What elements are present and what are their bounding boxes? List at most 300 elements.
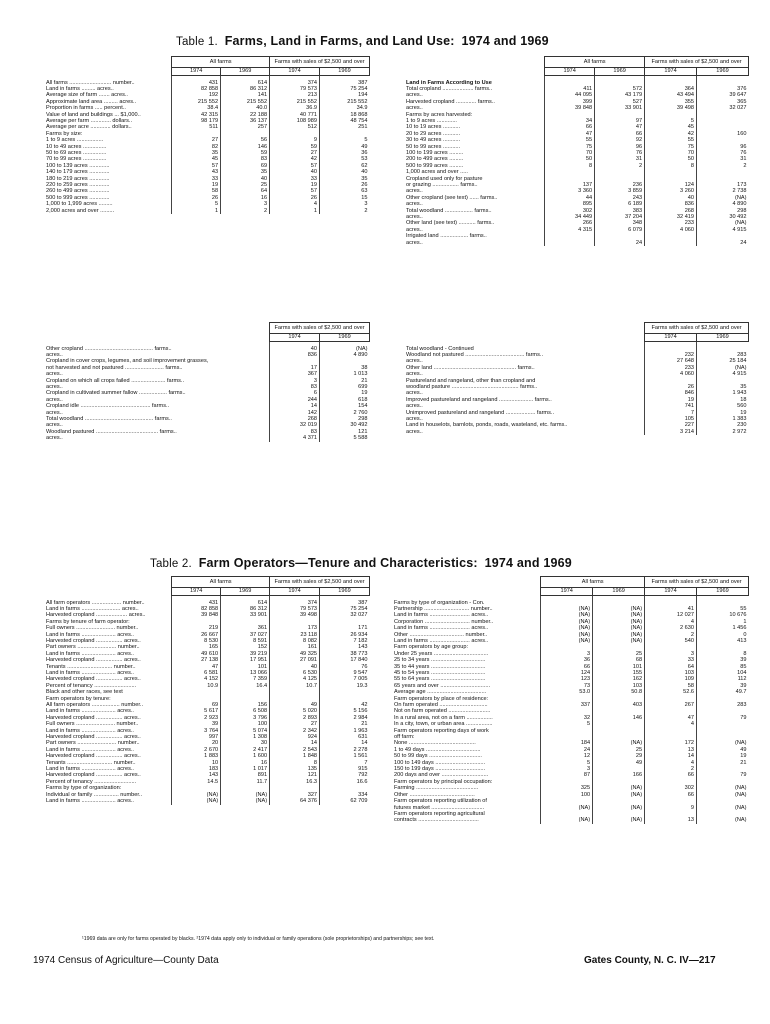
cell-value: 64 — [645, 664, 697, 670]
row-label: acres.. — [406, 371, 423, 378]
row-label: 1 to 49 days ................................... — [394, 746, 481, 753]
cell-value: 302 — [545, 208, 595, 214]
cell-value: 31 — [697, 156, 749, 162]
year-1974: 1974 — [270, 68, 320, 76]
cell-value: 66 — [545, 124, 595, 130]
year-1974: 1974 — [172, 588, 221, 596]
cell-value: 924 — [270, 734, 320, 740]
cell-value: 2 — [645, 632, 697, 638]
cell-value: 9 547 — [320, 670, 370, 676]
cell-value: 19 — [320, 390, 370, 396]
cell-value: 55 — [697, 606, 749, 612]
cell-value: 58 — [172, 188, 221, 194]
cell-value: 6 508 — [221, 708, 270, 714]
cell-value: 268 — [645, 208, 697, 214]
cell-value: (NA) — [697, 817, 749, 823]
row-label: 20 to 29 acres ........... — [406, 130, 461, 137]
table1-lower-right — [404, 322, 749, 435]
cell-value: 192 — [172, 92, 221, 98]
row-label: Harvested cropland ................. acres.. — [46, 676, 141, 683]
cell-value: 16 — [221, 760, 270, 766]
cell-value: 24 — [595, 240, 645, 246]
cell-value: 49 610 — [172, 651, 221, 657]
row-label: Land in farms ...................... acres.. — [46, 746, 134, 753]
cell-value: 75 254 — [320, 606, 370, 612]
cell-value: 18 — [697, 397, 749, 403]
row-label: Land in farms .......................... acres.. — [394, 625, 489, 632]
cell-value: 11.7 — [221, 779, 270, 785]
cell-value: 23 118 — [270, 632, 320, 638]
cell-value: 21 — [697, 760, 749, 766]
row-label: Harvested cropland ............. farms.. — [406, 98, 495, 105]
cell-value: 387 — [320, 80, 370, 86]
cell-value: 35 — [221, 169, 270, 175]
cell-value: 48 754 — [320, 118, 370, 124]
cell-value: 512 — [270, 124, 320, 130]
row-label: Land in farms ......... acres.. — [46, 85, 114, 92]
cell-value: 32 — [541, 715, 593, 721]
cell-value: 4 — [645, 721, 697, 727]
cell-value: 55 — [645, 137, 697, 143]
year-1969: 1969 — [320, 588, 370, 596]
row-label: Harvested cropland ................. acres.. — [46, 657, 141, 664]
cell-value: 33 — [645, 657, 697, 663]
row-label: Farms by type of organization: — [46, 785, 122, 792]
table2-number: Table 2. — [150, 558, 192, 570]
cell-value: 98 179 — [172, 118, 221, 124]
cell-value: 20 — [172, 740, 221, 746]
cell-value: 53 — [320, 156, 370, 162]
row-label: Pastureland and rangeland, other than cropland and — [406, 377, 536, 384]
row-label: acres.. — [406, 239, 423, 246]
cell-value: 42 — [270, 156, 320, 162]
cell-value: 75 — [545, 144, 595, 150]
row-label: 2,000 acres and over ......... — [46, 207, 115, 214]
cell-value: 4 915 — [697, 371, 749, 377]
row-label: acres.. — [406, 390, 423, 397]
row-label: Total cropland .................... farms.. — [406, 85, 493, 92]
cell-value: 32 419 — [645, 214, 697, 220]
cell-value: 112 — [697, 676, 749, 682]
row-label: 150 to 199 days ................................ — [394, 766, 486, 773]
cell-value: 5 — [172, 201, 221, 207]
row-label: 10 to 19 acres ........... — [406, 124, 461, 131]
row-label: Proportion in farms ..... percent.. — [46, 105, 126, 112]
row-label: Cropland in cultivated summer fallow .................. farms.. — [46, 390, 186, 397]
row-label: Other ................................... number.. — [394, 631, 488, 638]
cell-value: 14 — [270, 403, 320, 409]
cell-value: 29 — [593, 753, 645, 759]
cell-value: 173 — [270, 625, 320, 631]
row-label: Harvested cropland ................. acres.. — [46, 753, 141, 760]
row-label: Land in farms ...................... acres.. — [46, 631, 134, 638]
cell-value: 36 — [541, 657, 593, 663]
cell-value: 2 — [697, 163, 749, 169]
cell-value: 215 552 — [320, 99, 370, 105]
cell-value: 27 648 — [645, 358, 697, 364]
row-label: Other .......................................... — [394, 791, 475, 798]
cell-value: 236 — [595, 182, 645, 188]
row-label: Cropland on which all crops failed ...................... farms.. — [46, 377, 185, 384]
cell-value: 14 — [645, 753, 697, 759]
cell-value: 30 492 — [320, 422, 370, 428]
cell-value: 348 — [595, 220, 645, 226]
cell-value: 63 — [320, 188, 370, 194]
cell-value: 62 — [320, 163, 370, 169]
cell-value: 121 — [320, 429, 370, 435]
cell-value: 4 125 — [270, 676, 320, 682]
t2l-hdr-all: All farms — [172, 577, 270, 588]
cell-value: 2 972 — [697, 429, 749, 435]
cell-value: (NA) — [593, 606, 645, 612]
cell-value: 86 312 — [221, 606, 270, 612]
cell-value: 108 989 — [270, 118, 320, 124]
cell-value: 83 — [270, 429, 320, 435]
cell-value: 39 — [697, 683, 749, 689]
cell-value: 12 — [541, 753, 593, 759]
row-label: Average size of farm ....... acres.. — [46, 92, 128, 99]
cell-value: 100 — [221, 721, 270, 727]
row-label: acres.. — [406, 92, 423, 99]
row-label: Approximate land area ......... acres.. — [46, 98, 137, 105]
cell-value: 161 — [270, 644, 320, 650]
cell-value: 10 — [172, 760, 221, 766]
row-label: woodland pasture ........................................... farms.. — [406, 383, 538, 390]
cell-value: 1 — [270, 208, 320, 214]
cell-value: 614 — [221, 80, 270, 86]
row-label: Under 25 years ................................... — [394, 650, 489, 657]
row-label: Farm operators by place of residence: — [394, 695, 489, 702]
cell-value: 44 095 — [545, 92, 595, 98]
cell-value: 66 — [645, 772, 697, 778]
cell-value: 21 — [320, 378, 370, 384]
cell-value: 4 315 — [545, 227, 595, 233]
row-label: Woodland not pastured ...................................... farms.. — [406, 351, 543, 358]
cell-value: 55 — [545, 137, 595, 143]
row-label: 100 to 139 acres ............. — [46, 162, 110, 169]
row-label: Farm operators by principal occupation: — [394, 778, 493, 785]
cell-value: 194 — [320, 92, 370, 98]
table-row — [404, 429, 749, 435]
cell-value: 215 552 — [270, 99, 320, 105]
cell-value: 142 — [270, 410, 320, 416]
cell-value: 38.4 — [172, 105, 221, 111]
row-label: Farms by tenure of farm operator: — [46, 618, 130, 625]
row-label: None ........................................... — [394, 740, 476, 747]
cell-value: 2 893 — [270, 715, 320, 721]
cell-value: 836 — [645, 201, 697, 207]
cell-value: 10.9 — [172, 683, 221, 689]
cell-value: 49 — [270, 702, 320, 708]
cell-value: (NA) — [593, 805, 645, 811]
cell-value: 0 — [697, 632, 749, 638]
cell-value: 82 858 — [172, 86, 221, 92]
cell-value: 30 492 — [697, 214, 749, 220]
cell-value: 76 — [595, 150, 645, 156]
cell-value: 3 — [320, 201, 370, 207]
t1r-hdr-sales: Farms with sales of $2,500 and over — [645, 57, 749, 68]
cell-value: 14 — [320, 740, 370, 746]
cell-value: (NA) — [320, 346, 370, 352]
cell-value: 1 883 — [172, 753, 221, 759]
row-label: Farm operators by tenure: — [46, 695, 111, 702]
cell-value: 154 — [320, 403, 370, 409]
row-label: acres.. — [406, 226, 423, 233]
row-label: contracts ....................................... — [394, 817, 479, 824]
cell-value: 5 617 — [172, 708, 221, 714]
cell-value: (NA) — [697, 740, 749, 746]
row-label: Harvested cropland ................. acres.. — [46, 734, 141, 741]
cell-value: (NA) — [593, 612, 645, 618]
cell-value: 66 — [595, 131, 645, 137]
t2r-hdr-all: All farms — [541, 577, 645, 588]
cell-value: 43 179 — [595, 92, 645, 98]
row-label: Land in farms ...................... acres.. — [46, 708, 134, 715]
cell-value: 3 859 — [595, 188, 645, 194]
cell-value: 19 — [270, 182, 320, 188]
cell-value: 215 552 — [221, 99, 270, 105]
cell-value: 35 — [697, 384, 749, 390]
cell-value: 32 027 — [697, 105, 749, 111]
cell-value: 25 — [593, 651, 645, 657]
row-label: Average age ...................................... — [394, 689, 487, 696]
cell-value: 27 — [270, 721, 320, 727]
cell-value: 6 581 — [172, 670, 221, 676]
cell-value: 16.3 — [270, 779, 320, 785]
cell-value: 39 — [697, 657, 749, 663]
cell-value: 38 — [320, 365, 370, 371]
cell-value: 8 — [545, 163, 595, 169]
cell-value: 36.9 — [270, 105, 320, 111]
cell-value: 36 137 — [221, 118, 270, 124]
cell-value — [645, 240, 697, 246]
cell-value: 997 — [172, 734, 221, 740]
cell-value: 1 — [697, 619, 749, 625]
cell-value: 6 079 — [595, 227, 645, 233]
cell-value: (NA) — [697, 195, 749, 201]
cell-value: (NA) — [593, 740, 645, 746]
cell-value: 5 — [541, 760, 593, 766]
cell-value: 4 — [270, 201, 320, 207]
cell-value: 13 066 — [221, 670, 270, 676]
cell-value: 5 156 — [320, 708, 370, 714]
cell-value: 7 359 — [221, 676, 270, 682]
cell-value: 25 — [221, 182, 270, 188]
cell-value: 40.0 — [221, 105, 270, 111]
cell-value: 17 951 — [221, 657, 270, 663]
row-label: 200 days and over .............................. — [394, 772, 489, 779]
cell-value: 741 — [645, 403, 697, 409]
cell-value: 39 848 — [545, 105, 595, 111]
cell-value: 4 060 — [645, 371, 697, 377]
cell-value: 9 — [270, 137, 320, 143]
t1lr-hdr-sales: Farms with sales of $2,500 and over — [645, 323, 749, 334]
year-1969: 1969 — [697, 334, 749, 342]
cell-value: 68 — [593, 657, 645, 663]
cell-value: 155 — [593, 670, 645, 676]
table1-title-main: Farms, Land in Farms, and Land Use: — [224, 34, 455, 48]
row-label: acres.. — [46, 435, 63, 442]
t1r-hdr-all: All farms — [545, 57, 645, 68]
cell-value: 26 — [645, 384, 697, 390]
row-label: or grazing ................. farms.. — [406, 182, 478, 188]
cell-value: 27 138 — [172, 657, 221, 663]
cell-value: 8 — [270, 760, 320, 766]
cell-value: 298 — [320, 416, 370, 422]
cell-value: 50 — [645, 156, 697, 162]
cell-value: 59 — [221, 150, 270, 156]
cell-value: 38 773 — [320, 651, 370, 657]
cell-value: 8 530 — [172, 638, 221, 644]
row-label: Harvested cropland ................. acres.. — [46, 714, 141, 721]
row-label: Value of land and buildings ... $1,000.. — [46, 111, 141, 118]
cell-value: 62 709 — [320, 798, 370, 804]
cell-value: 4 060 — [645, 227, 697, 233]
cell-value: 8 — [697, 651, 749, 657]
cell-value: 3 260 — [645, 188, 697, 194]
cell-value: 8 082 — [270, 638, 320, 644]
cell-value: 52.6 — [645, 689, 697, 695]
cell-value: 511 — [172, 124, 221, 130]
cell-value: 13 — [645, 817, 697, 823]
cell-value: 143 — [320, 644, 370, 650]
cell-value: 5 — [320, 137, 370, 143]
row-label: Land in farms .......................... acres.. — [394, 612, 489, 619]
row-label: 65 years and over ................................ — [394, 682, 491, 689]
cell-value: 100 — [541, 792, 593, 798]
cell-value: 1 017 — [221, 766, 270, 772]
cell-value: 36 — [320, 150, 370, 156]
table2-title-main: Farm Operators—Tenure and Characteristics: — [198, 556, 478, 570]
row-label: Land in farms .......................... acres.. — [394, 637, 489, 644]
t1l-hdr-all: All farms — [172, 57, 270, 68]
cell-value: 50.8 — [593, 689, 645, 695]
row-label: Percent of tenancy ........................... — [46, 682, 137, 689]
row-label: 35 to 44 years ................................... — [394, 663, 486, 670]
table1-right — [404, 56, 749, 246]
cell-value: 213 — [270, 92, 320, 98]
cell-value: 268 — [270, 416, 320, 422]
cell-value: 26 — [320, 182, 370, 188]
row-label: 50 to 99 acres ........... — [406, 143, 461, 150]
cell-value: 173 — [697, 182, 749, 188]
year-1969: 1969 — [595, 68, 645, 76]
cell-value: 76 — [320, 664, 370, 670]
cell-value: 166 — [593, 772, 645, 778]
year-1974: 1974 — [172, 68, 221, 76]
cell-value: 4 890 — [697, 201, 749, 207]
cell-value: 334 — [320, 792, 370, 798]
cell-value: 39 848 — [172, 612, 221, 618]
row-label: 500 to 999 acres ............. — [46, 194, 110, 201]
cell-value: 49 325 — [270, 651, 320, 657]
row-label: acres.. — [46, 351, 63, 358]
cell-value: 40 — [270, 346, 320, 352]
row-label: Partnership ............................. number.. — [394, 605, 493, 612]
row-label: Farm operators reporting utilization of — [394, 798, 487, 805]
row-label: Farms by size: — [46, 130, 83, 137]
cell-value: 66 — [541, 664, 593, 670]
table-row — [44, 798, 370, 804]
row-label: Not on farm operated ........................... — [394, 708, 491, 715]
cell-value: 560 — [697, 403, 749, 409]
cell-value: 364 — [645, 86, 697, 92]
cell-value: 25 — [593, 747, 645, 753]
cell-value: 2 738 — [697, 188, 749, 194]
cell-value: 34 449 — [545, 214, 595, 220]
cell-value: 152 — [221, 644, 270, 650]
row-label: 260 to 499 acres ............. — [46, 188, 110, 195]
row-label: 10 to 49 acres ............... — [46, 143, 107, 150]
year-1969: 1969 — [221, 588, 270, 596]
cell-value: 124 — [541, 670, 593, 676]
row-label: Irrigated land .................. farms.. — [406, 233, 487, 240]
cell-value: 12 027 — [645, 612, 697, 618]
cell-value: 1 383 — [697, 416, 749, 422]
cell-value: (NA) — [593, 817, 645, 823]
cell-value: 24 — [541, 747, 593, 753]
cell-value: 4 152 — [172, 676, 221, 682]
row-label: acres.. — [406, 358, 423, 365]
cell-value: 327 — [270, 792, 320, 798]
cell-value: 915 — [320, 766, 370, 772]
cell-value: 37 027 — [221, 632, 270, 638]
row-label: All farm operators .................. number.. — [46, 702, 143, 708]
cell-value: 1 600 — [221, 753, 270, 759]
year-1974: 1974 — [645, 588, 697, 596]
cell-value: 40 — [270, 664, 320, 670]
cell-value: (NA) — [593, 619, 645, 625]
cell-value: 135 — [270, 766, 320, 772]
cell-value: 70 — [645, 150, 697, 156]
cell-value: 146 — [221, 144, 270, 150]
cell-value: 257 — [221, 124, 270, 130]
cell-value: (NA) — [697, 220, 749, 226]
cell-value: 79 — [697, 772, 749, 778]
cell-value: 1 456 — [697, 625, 749, 631]
cell-value: 30 — [221, 740, 270, 746]
cell-value: 35 — [320, 176, 370, 182]
row-label: off farm: — [394, 734, 415, 741]
cell-value: 104 — [697, 670, 749, 676]
cell-value: 37 204 — [595, 214, 645, 220]
row-label: Tenants ............................. number.. — [46, 663, 136, 670]
cell-value: 5 — [541, 721, 593, 727]
cell-value: (NA) — [541, 619, 593, 625]
cell-value: (NA) — [172, 792, 221, 798]
cell-value: 109 — [645, 676, 697, 682]
cell-value: 232 — [645, 352, 697, 358]
cell-value: 337 — [541, 702, 593, 708]
cell-value: (NA) — [697, 805, 749, 811]
cell-value: 10 676 — [697, 612, 749, 618]
row-label: Individual or family ................ number.. — [46, 791, 143, 798]
t1ll-hdr-sales: Farms with sales of $2,500 and over — [270, 323, 370, 334]
cell-value: 42 — [320, 702, 370, 708]
row-label: 500 to 999 acres ......... — [406, 162, 464, 169]
cell-value: 24 — [697, 240, 749, 246]
cell-value: 86 312 — [221, 86, 270, 92]
row-label: Land in farms ...................... acres.. — [46, 798, 134, 805]
cell-value: 32 027 — [320, 612, 370, 618]
cell-value: 3 214 — [645, 429, 697, 435]
cell-value: 2 278 — [320, 747, 370, 753]
footer-title: 1974 Census of Agriculture—County Data — [33, 955, 219, 966]
cell-value: 1 — [172, 208, 221, 214]
cell-value: 64 — [221, 188, 270, 194]
cell-value: (NA) — [593, 785, 645, 791]
cell-value: 16 — [221, 195, 270, 201]
